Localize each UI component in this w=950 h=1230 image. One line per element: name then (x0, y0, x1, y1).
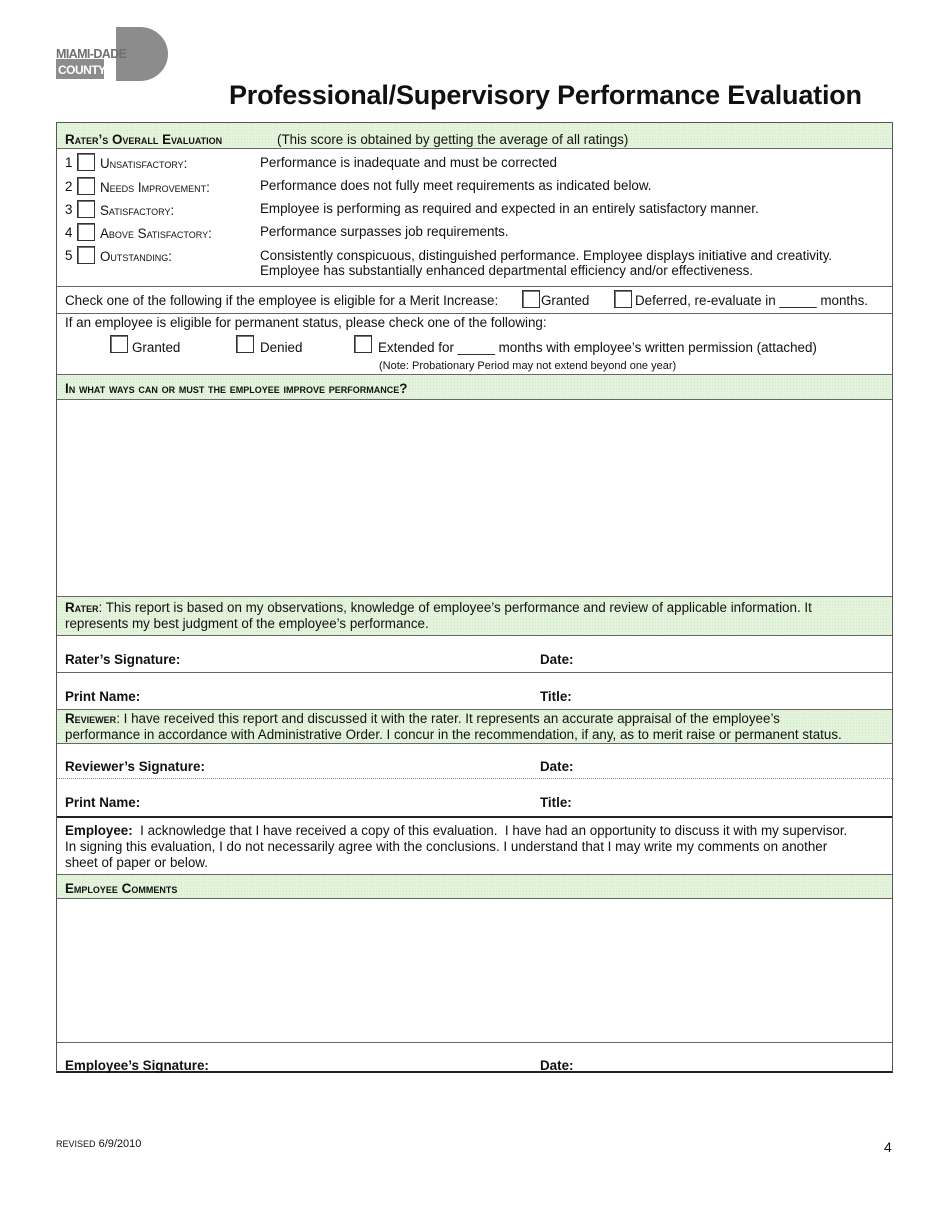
merit-granted-checkbox[interactable] (522, 290, 540, 308)
page-title: Professional/Supervisory Performance Evaluation (229, 80, 862, 110)
rater-title-label: Title: (540, 689, 572, 704)
merit-prompt: Check one of the following if the employee is eligible for a Merit Increase: (65, 293, 499, 308)
revised-label: REVISED (56, 1139, 96, 1149)
reviewer-signature-label: Reviewer’s Signature: (65, 759, 205, 774)
permanent-extended-checkbox[interactable] (354, 335, 372, 353)
improve-textarea[interactable] (57, 399, 892, 596)
permanent-granted-checkbox[interactable] (110, 335, 128, 353)
rater-statement-line2: represents my best judgment of the employee’s performance. (65, 616, 429, 631)
rater-statement-line1 (65, 600, 812, 616)
employee-label: Employee: (65, 823, 133, 838)
rater-signature-row[interactable] (57, 635, 892, 672)
permanent-denied-label: Denied (260, 340, 303, 355)
improve-heading-band (57, 374, 892, 399)
employee-statement-line3: sheet of paper or below. (65, 855, 208, 870)
rating-1-number: 1 (65, 155, 73, 170)
employee-statement: I acknowledge that I have received a copy of this evaluation. I have had an opportunity to discuss it with my supervisor. (132, 823, 848, 838)
employee-statement-section (57, 816, 892, 874)
rater-statement: : This report is based on my observations, knowledge of employee’s performance and review of applicable information. It (98, 600, 812, 615)
rating-2-number: 2 (65, 179, 73, 194)
merit-granted-label: Granted (541, 293, 590, 308)
revised-note (56, 1138, 141, 1150)
rating-4-desc: Performance surpasses job requirements. (260, 224, 509, 239)
rater-signature-label: Rater’s Signature: (65, 652, 181, 667)
improve-heading: In what ways can or must the employee improve performance? (65, 381, 408, 396)
rating-5-desc-line2: Employee has substantially enhanced departmental efficiency and/or effectiveness. (260, 263, 754, 278)
page-number: 4 (884, 1139, 892, 1155)
employee-statement-line1 (65, 823, 847, 839)
reviewer-statement: : I have received this report and discussed it with the rater. It represents an accurate appraisal of the employee’s (116, 711, 780, 726)
reviewer-print-name-row[interactable] (57, 778, 892, 816)
rating-4-label: Above Satisfactory: (100, 226, 212, 241)
rating-5-checkbox[interactable] (77, 246, 95, 264)
permanent-extended-label: Extended for _____ months with employee’s written permission (attached) (378, 340, 817, 355)
merit-deferred-label: Deferred, re-evaluate in _____ months. (635, 293, 868, 308)
merit-section (57, 286, 892, 313)
rating-3-number: 3 (65, 202, 73, 217)
employee-signature-label: Employee’s Signature: (65, 1058, 209, 1073)
rating-2-checkbox[interactable] (77, 177, 95, 195)
reviewer-date-label: Date: (540, 759, 574, 774)
reviewer-statement-band (57, 709, 892, 743)
rater-print-name-row[interactable] (57, 672, 892, 709)
rating-4-checkbox[interactable] (77, 223, 95, 241)
overall-heading: Rater’s Overall Evaluation (65, 132, 223, 147)
employee-signature-row[interactable] (57, 1042, 892, 1072)
logo-text-line2: COUNTY (58, 63, 106, 77)
employee-statement-line2: In signing this evaluation, I do not necessarily agree with the conclusions. I understand that I may write my comments on another (65, 839, 828, 854)
employee-comments-heading: Employee Comments (65, 881, 178, 896)
rating-4-number: 4 (65, 225, 73, 240)
permanent-prompt: If an employee is eligible for permanent status, please check one of the following: (65, 315, 547, 330)
reviewer-signature-row[interactable] (57, 743, 892, 778)
rating-3-label: Satisfactory: (100, 203, 175, 218)
evaluation-form (56, 122, 893, 1073)
rater-print-name-label: Print Name: (65, 689, 141, 704)
employee-comments-heading-band (57, 874, 892, 898)
rating-1-checkbox[interactable] (77, 153, 95, 171)
reviewer-print-name-label: Print Name: (65, 795, 141, 810)
rating-3-checkbox[interactable] (77, 200, 95, 218)
rating-2-label: Needs Improvement: (100, 180, 210, 195)
revised-date: 6/9/2010 (98, 1138, 142, 1150)
rating-1-label: Unsatisfactory: (100, 156, 188, 171)
reviewer-statement-line1 (65, 711, 780, 727)
employee-date-label: Date: (540, 1058, 574, 1073)
reviewer-statement-line2: performance in accordance with Administrative Order. I concur in the recommendation, if any, as to merit raise or permanent status. (65, 727, 842, 742)
merit-deferred-checkbox[interactable] (614, 290, 632, 308)
rating-5-number: 5 (65, 248, 73, 263)
rater-statement-band (57, 596, 892, 635)
reviewer-label: Reviewer (65, 711, 117, 726)
permanent-note: (Note: Probationary Period may not extend beyond one year) (379, 360, 677, 372)
rating-3-desc: Employee is performing as required and expected in an entirely satisfactory manner. (260, 201, 759, 216)
miami-dade-logo (56, 27, 168, 81)
employee-comments-textarea[interactable] (57, 898, 892, 1042)
overall-heading-note: (This score is obtained by getting the average of all ratings) (277, 132, 629, 147)
rater-date-label: Date: (540, 652, 574, 667)
overall-heading-band (57, 123, 892, 148)
rating-5-label: Outstanding: (100, 249, 172, 264)
rater-label: Rater (65, 600, 99, 615)
reviewer-title-label: Title: (540, 795, 572, 810)
rating-1-desc: Performance is inadequate and must be corrected (260, 155, 557, 170)
rating-5-desc: Consistently conspicuous, distinguished performance. Employee displays initiative and creativity. (260, 248, 833, 263)
logo-text-line1: MIAMI-DADE (56, 47, 127, 61)
rating-2-desc: Performance does not fully meet requirements as indicated below. (260, 178, 652, 193)
permanent-status-section (57, 313, 892, 374)
permanent-granted-label: Granted (132, 340, 181, 355)
permanent-denied-checkbox[interactable] (236, 335, 254, 353)
ratings-section (57, 148, 892, 286)
